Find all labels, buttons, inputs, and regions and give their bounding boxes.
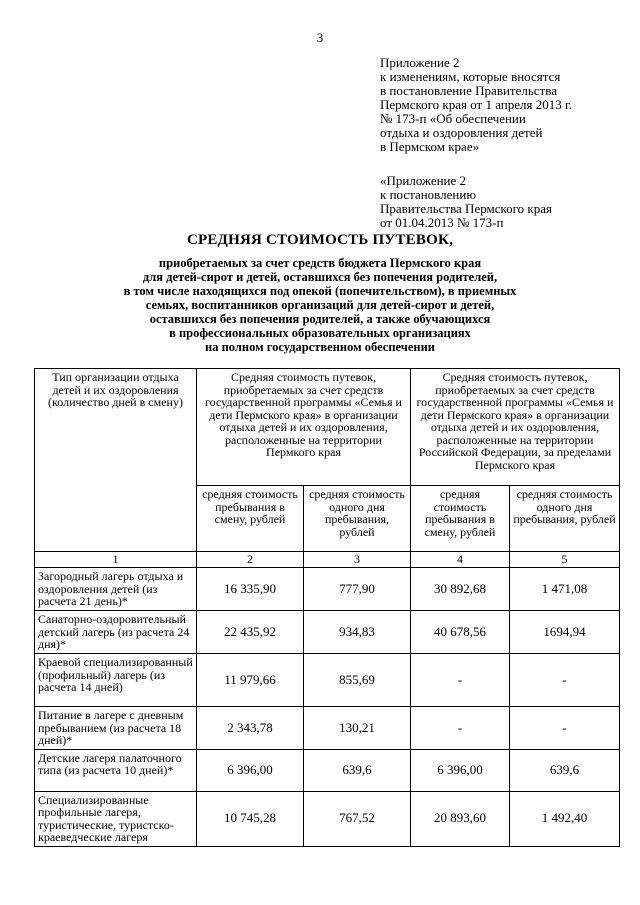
- cell-perm-per-day: 855,69: [304, 654, 411, 707]
- row-camp-type: Детские лагеря палаточного типа (из расчета 10 дней)*: [35, 749, 197, 791]
- subtitle-line: в том числе находящихся под опекой (попечительством), в приемных: [123, 284, 517, 298]
- cell-rf-per-day: -: [510, 707, 620, 750]
- cell-perm-per-day: 934,83: [304, 611, 411, 654]
- subtitle-line: для детей-сирот и детей, оставшихся без попечения родителей,: [142, 270, 498, 284]
- cell-rf-per-day: 1 471,08: [510, 568, 620, 611]
- table-row: [35, 654, 620, 707]
- table-row: [35, 611, 620, 654]
- row-camp-type: Краевой специализированный (профильный) лагерь (из расчета 14 дней): [35, 654, 197, 707]
- cell-perm-per-shift: 10 745,28: [197, 791, 304, 846]
- cell-rf-per-shift: -: [411, 654, 510, 707]
- subtitle-line: на полном государственном обеспечении: [205, 340, 435, 354]
- header-rf-per-shift: средняя стоимость пребывания в смену, рублей: [411, 486, 510, 552]
- cell-rf-per-shift: -: [411, 707, 510, 750]
- cell-rf-per-shift: 6 396,00: [411, 749, 510, 791]
- header-perm-per-shift: средняя стоимость пребывания в смену, рублей: [197, 486, 304, 552]
- page-number: 3: [316, 30, 324, 45]
- cell-rf-per-shift: 40 678,56: [411, 611, 510, 654]
- row-camp-type: Загородный лагерь отдыха и оздоровления детей (из расчета 21 день)*: [35, 568, 197, 611]
- column-number-row: [35, 552, 620, 568]
- column-number: 4: [411, 552, 510, 568]
- cell-rf-per-day: -: [510, 654, 620, 707]
- header-rf-per-day: средняя стоимость одного дня пребывания, рублей: [510, 486, 620, 552]
- cell-perm-per-shift: 16 335,90: [197, 568, 304, 611]
- annex-header: Приложение 2 к изменениям, которые вносятся в постановление Правительства Пермского края от 1 апреля 2013 г. № 173-п «Об обеспечении отдыха и оздоровления детей в Пермском крае»: [380, 55, 573, 154]
- subtitle-line: в профессиональных образовательных организациях: [169, 326, 471, 340]
- document-title: СРЕДНЯЯ СТОИМОСТЬ ПУТЕВОК,: [186, 232, 454, 248]
- cell-perm-per-day: 130,21: [304, 707, 411, 750]
- header-group-perm: Средняя стоимость путевок, приобретаемых за счет средств государственной программы «Семья и дети Пермского края» в организации отдыха детей и их оздоровления, расположенные на территории Пермкого края: [197, 369, 411, 486]
- subtitle-line: семьях, воспитанников организаций для детей-сирот и детей,: [145, 298, 495, 312]
- cost-table: [34, 368, 620, 847]
- header-group-rf: Средняя стоимость путевок, приобретаемых за счет средств государственной программы «Семья и дети Пермского края» в организации отдыха детей и их оздоровления, расположенные на территории Российской Федерации, за пределами Пермского края: [411, 369, 620, 486]
- column-number: 5: [510, 552, 620, 568]
- column-number: 1: [35, 552, 197, 568]
- table-row: [35, 749, 620, 791]
- header-org-type: Тип организации отдыха детей и их оздоровления (количество дней в смену): [35, 369, 197, 552]
- header-perm-per-day: средняя стоимость одного дня пребывания, рублей: [304, 486, 411, 552]
- cell-rf-per-day: 1694,94: [510, 611, 620, 654]
- header-row: [35, 369, 620, 486]
- cell-perm-per-shift: 2 343,78: [197, 707, 304, 750]
- table-row: [35, 707, 620, 750]
- cell-perm-per-day: 777,90: [304, 568, 411, 611]
- cell-perm-per-shift: 22 435,92: [197, 611, 304, 654]
- annex-reference: «Приложение 2 к постановлению Правительства Пермского края от 01.04.2013 № 173-п: [380, 173, 552, 230]
- table-row: [35, 791, 620, 846]
- cell-rf-per-day: 1 492,40: [510, 791, 620, 846]
- cell-perm-per-day: 639,6: [304, 749, 411, 791]
- cell-rf-per-shift: 20 893,60: [411, 791, 510, 846]
- column-number: 2: [197, 552, 304, 568]
- subtitle-line: оставшихся без попечения родителей, а также обучающихся: [149, 312, 491, 326]
- row-camp-type: Питание в лагере с дневным пребыванием (из расчета 18 дней)*: [35, 707, 197, 750]
- cell-rf-per-day: 639,6: [510, 749, 620, 791]
- document-subtitle: [0, 256, 640, 354]
- row-camp-type: Санаторно-оздоровительный детский лагерь (из расчета 24 дня)*: [35, 611, 197, 654]
- table-row: [35, 568, 620, 611]
- row-camp-type: Специализированные профильные лагеря, туристические, туристско-краеведческие лагеря: [35, 791, 197, 846]
- cell-perm-per-day: 767,52: [304, 791, 411, 846]
- cell-rf-per-shift: 30 892,68: [411, 568, 510, 611]
- subtitle-line: приобретаемых за счет средств бюджета Пермского края: [158, 256, 482, 270]
- column-number: 3: [304, 552, 411, 568]
- cell-perm-per-shift: 6 396,00: [197, 749, 304, 791]
- cell-perm-per-shift: 11 979,66: [197, 654, 304, 707]
